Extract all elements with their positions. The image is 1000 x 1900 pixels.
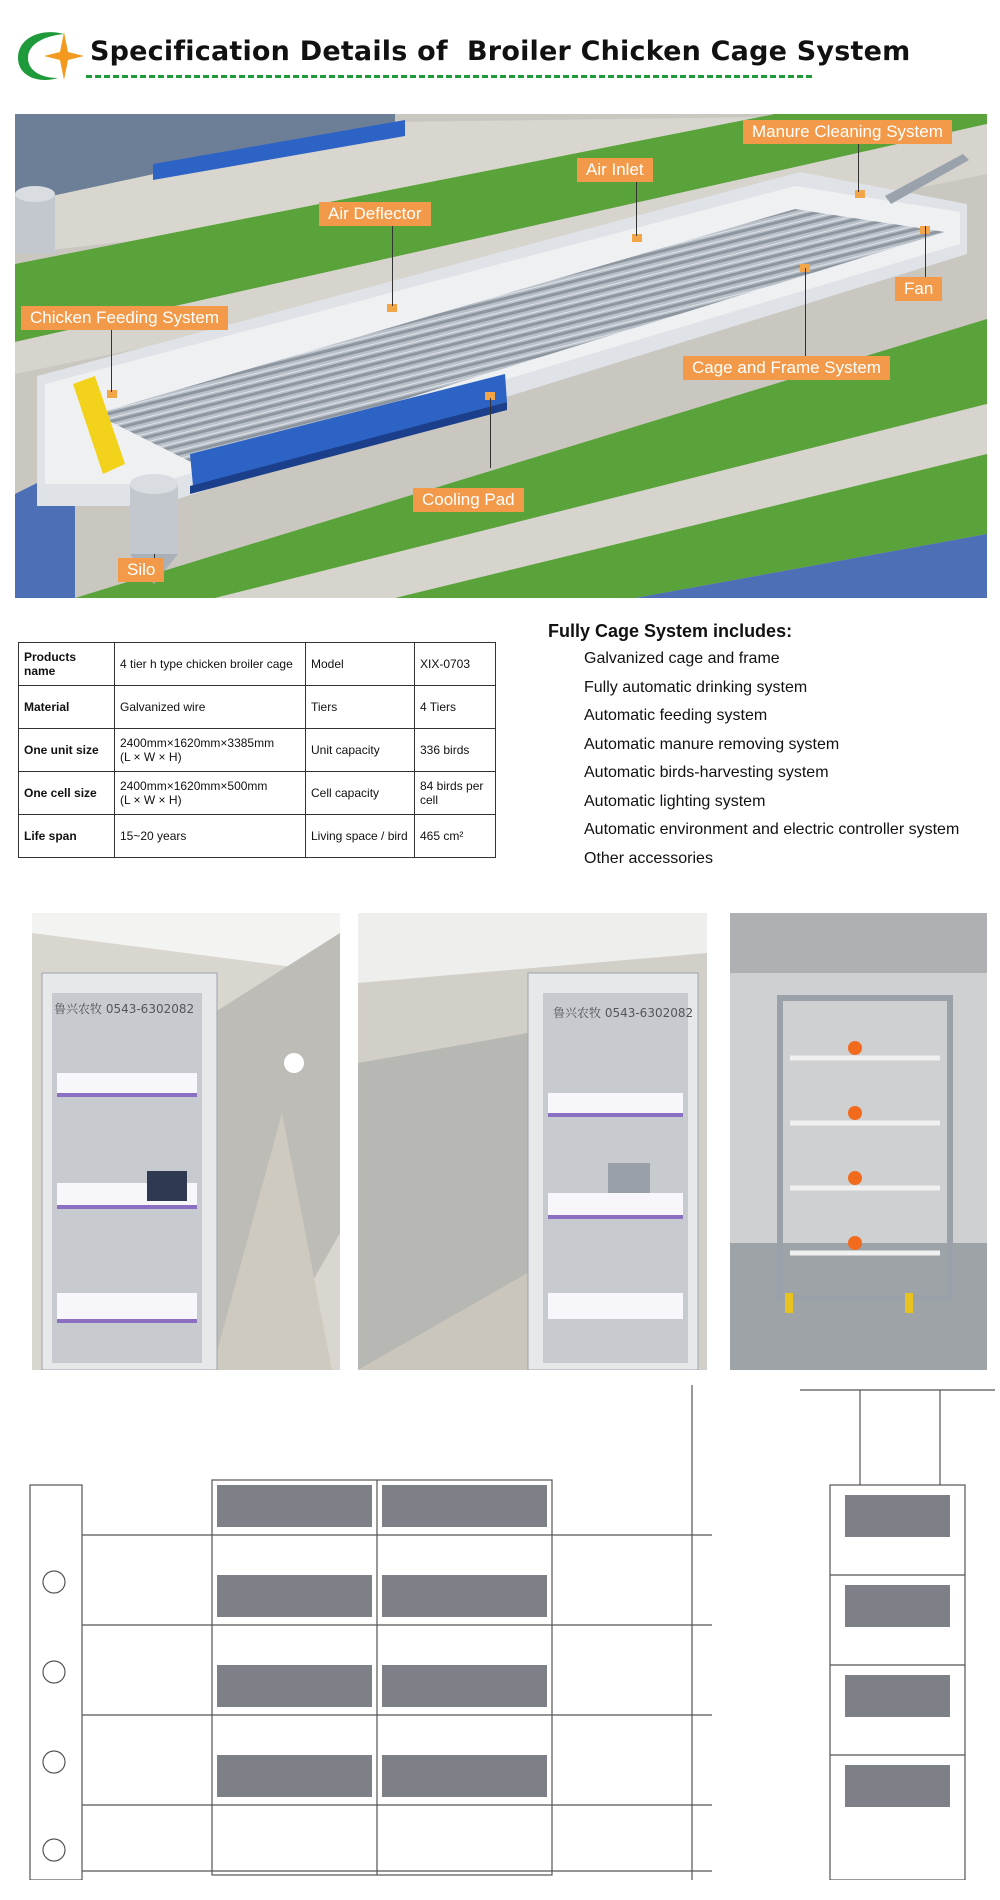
photo-cage-end-left <box>32 913 340 1370</box>
callout-cage-and-frame-system: Cage and Frame System <box>683 356 890 380</box>
list-item <box>548 650 959 679</box>
table-row <box>19 643 496 686</box>
spec-key: Products name <box>19 643 115 686</box>
list-item-label: Automatic lighting system <box>584 792 766 810</box>
spec-value: 465 cm² <box>415 815 496 858</box>
spec-value: 84 birds per cell <box>415 772 496 815</box>
spec-key: One unit size <box>19 729 115 772</box>
spec-key: Life span <box>19 815 115 858</box>
callout-manure-cleaning-system: Manure Cleaning System <box>743 120 952 144</box>
callout-silo: Silo <box>118 558 164 582</box>
spec-value: Galvanized wire <box>115 686 306 729</box>
spec-key: Model <box>306 643 415 686</box>
aerial-farm-illustration <box>15 114 987 598</box>
cage-frame-leader-line <box>805 268 806 358</box>
list-item-label: Automatic birds-harvesting system <box>584 764 829 781</box>
table-row <box>19 686 496 729</box>
air-inlet-leader-line <box>636 178 637 236</box>
list-item <box>548 736 959 765</box>
includes-list <box>548 650 959 878</box>
photo-1-drawing <box>32 913 340 1370</box>
photo-2-drawing <box>358 913 707 1370</box>
includes-title: Fully Cage System includes: <box>548 621 793 641</box>
list-item-label: Galvanized cage and frame <box>584 650 780 667</box>
page-title: Specification Details of Broiler Chicken Cage System <box>90 36 911 67</box>
list-item-label: Automatic environment and electric controller system <box>584 821 960 838</box>
company-logo-icon <box>14 26 86 84</box>
list-item-label: Automatic manure removing system <box>584 735 840 753</box>
photo-3-drawing <box>730 913 987 1370</box>
spec-key: Living space / bird <box>306 815 415 858</box>
cage-sign-text: 鲁兴农牧 0543-6302082 <box>553 1006 694 1020</box>
spec-value: 2400mm×1620mm×500mm (L × W × H) <box>115 772 306 815</box>
spec-value: 336 birds <box>415 729 496 772</box>
callout-fan: Fan <box>895 277 942 301</box>
fan-leader-line <box>925 226 926 278</box>
spec-key: Unit capacity <box>306 729 415 772</box>
callout-chicken-feeding-system: Chicken Feeding System <box>21 306 228 330</box>
table-row <box>19 729 496 772</box>
list-item-label: Automatic feeding system <box>584 707 768 724</box>
table-row <box>19 772 496 815</box>
list-item <box>548 679 959 708</box>
callout-air-inlet: Air Inlet <box>577 158 653 182</box>
spec-table <box>18 642 496 858</box>
spec-key: Tiers <box>306 686 415 729</box>
list-item-label: Other accessories <box>584 849 713 867</box>
list-item <box>548 707 959 736</box>
spec-value: 2400mm×1620mm×3385mm (L × W × H) <box>115 729 306 772</box>
photo-cage-end-right <box>358 913 707 1370</box>
cage-front-drawing <box>800 1385 995 1880</box>
cooling-pad-leader-line <box>490 398 491 468</box>
callout-cooling-pad: Cooling Pad <box>413 488 524 512</box>
table-row <box>19 815 496 858</box>
list-item <box>548 821 959 850</box>
list-item <box>548 793 959 822</box>
photo-cage-front <box>730 913 987 1370</box>
callout-air-deflector: Air Deflector <box>319 202 431 226</box>
spec-key: One cell size <box>19 772 115 815</box>
spec-value: 4 Tiers <box>415 686 496 729</box>
list-item <box>548 850 959 879</box>
spec-value: XIX-0703 <box>415 643 496 686</box>
cage-side-drawing <box>22 1385 712 1880</box>
air-deflector-leader-line <box>392 222 393 306</box>
spec-value: 15~20 years <box>115 815 306 858</box>
spec-value: 4 tier h type chicken broiler cage <box>115 643 306 686</box>
spec-key: Material <box>19 686 115 729</box>
spec-key: Cell capacity <box>306 772 415 815</box>
title-underline <box>86 75 812 78</box>
manure-leader-line <box>858 142 859 192</box>
cage-sign-text: 鲁兴农牧 0543-6302082 <box>54 1002 195 1016</box>
list-item <box>548 764 959 793</box>
list-item-label: Fully automatic drinking system <box>584 678 808 696</box>
